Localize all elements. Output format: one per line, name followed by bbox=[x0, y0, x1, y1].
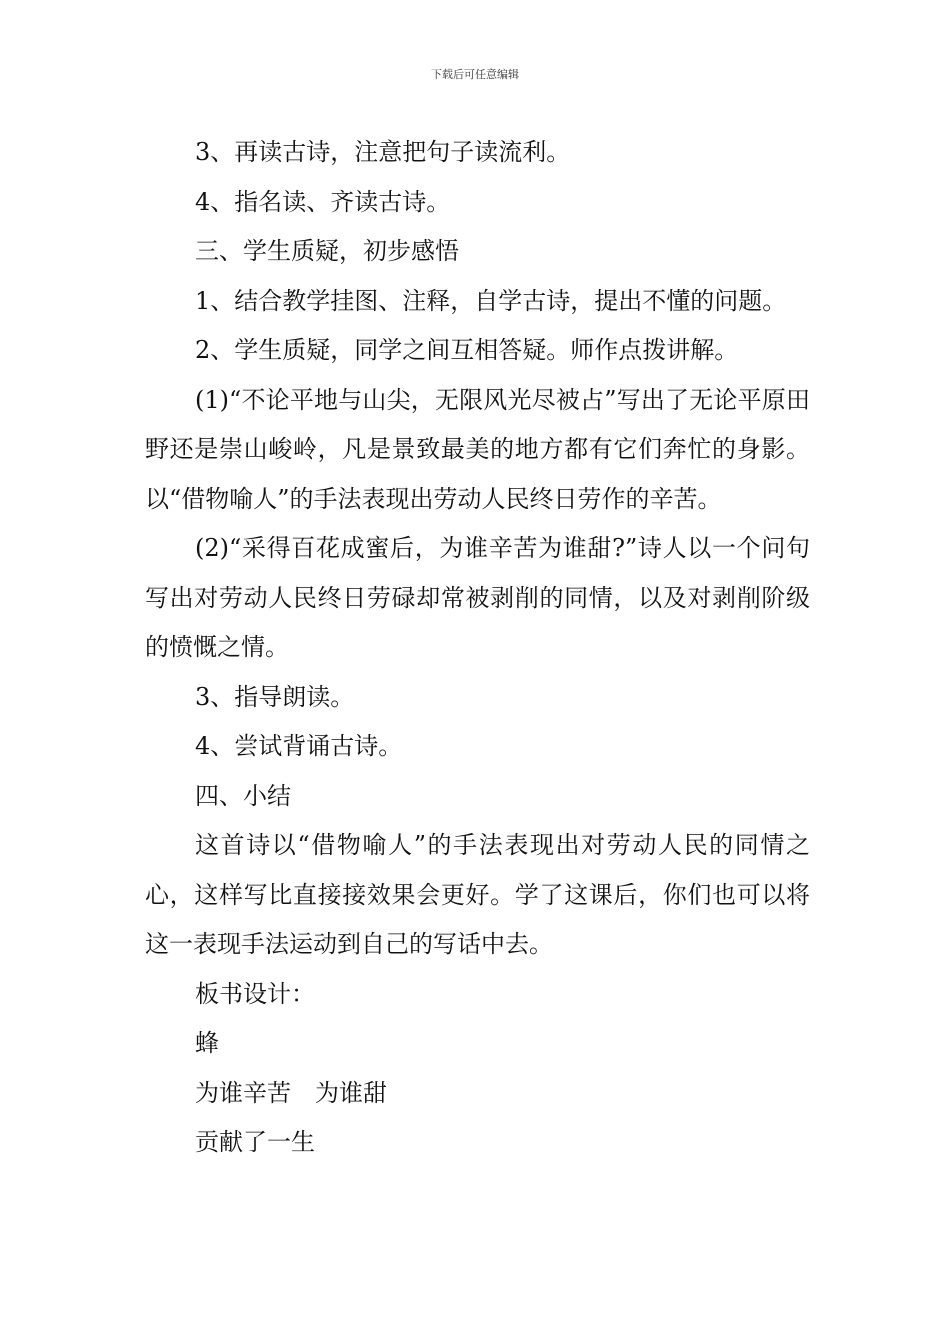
page-header-note: 下载后可任意编辑 bbox=[431, 68, 519, 81]
board-line-2: 为谁辛苦 为谁甜 bbox=[195, 1078, 387, 1107]
step-1-self-study: 1、结合教学挂图、注释，自学古诗，提出不懂的问题。 bbox=[195, 286, 787, 315]
section-4-heading: 四、小结 bbox=[195, 781, 291, 810]
board-design-heading: 板书设计： bbox=[195, 979, 315, 1008]
explanation-1: (1)“不论平地与山尖，无限风光尽被占”写出了无论平原田野还是崇山峻岭，凡是景致最美的地方都有它们奔忙的身影。以“借物喻人”的手法表现出劳动人民终日劳作的辛苦。 bbox=[145, 385, 810, 513]
board-line-3: 贡献了一生 bbox=[195, 1128, 315, 1156]
section-3-heading: 三、学生质疑，初步感悟 bbox=[195, 237, 459, 265]
step-4-read-aloud: 4、指名读、齐读古诗。 bbox=[195, 187, 451, 216]
document-body bbox=[145, 128, 810, 1168]
step-3-reread: 3、再读古诗，注意把句子读流利。 bbox=[195, 138, 571, 166]
summary-paragraph: 这首诗以“借物喻人”的手法表现出对劳动人民的同情之心，这样写比直接接效果会更好。学了这课后，你们也可以将这一表现手法运动到自己的写话中去。 bbox=[145, 831, 810, 958]
explanation-2: (2)“采得百花成蜜后，为谁辛苦为谁甜?”诗人以一个问句写出对劳动人民终日劳碌却常被剥削的同情，以及对剥削阶级的愤慨之情。 bbox=[145, 534, 810, 661]
step-4-recite: 4、尝试背诵古诗。 bbox=[195, 732, 403, 760]
step-3-guided-reading: 3、指导朗读。 bbox=[195, 682, 355, 711]
board-line-1: 蜂 bbox=[195, 1029, 219, 1057]
step-2-questions: 2、学生质疑，同学之间互相答疑。师作点拨讲解。 bbox=[195, 336, 739, 364]
